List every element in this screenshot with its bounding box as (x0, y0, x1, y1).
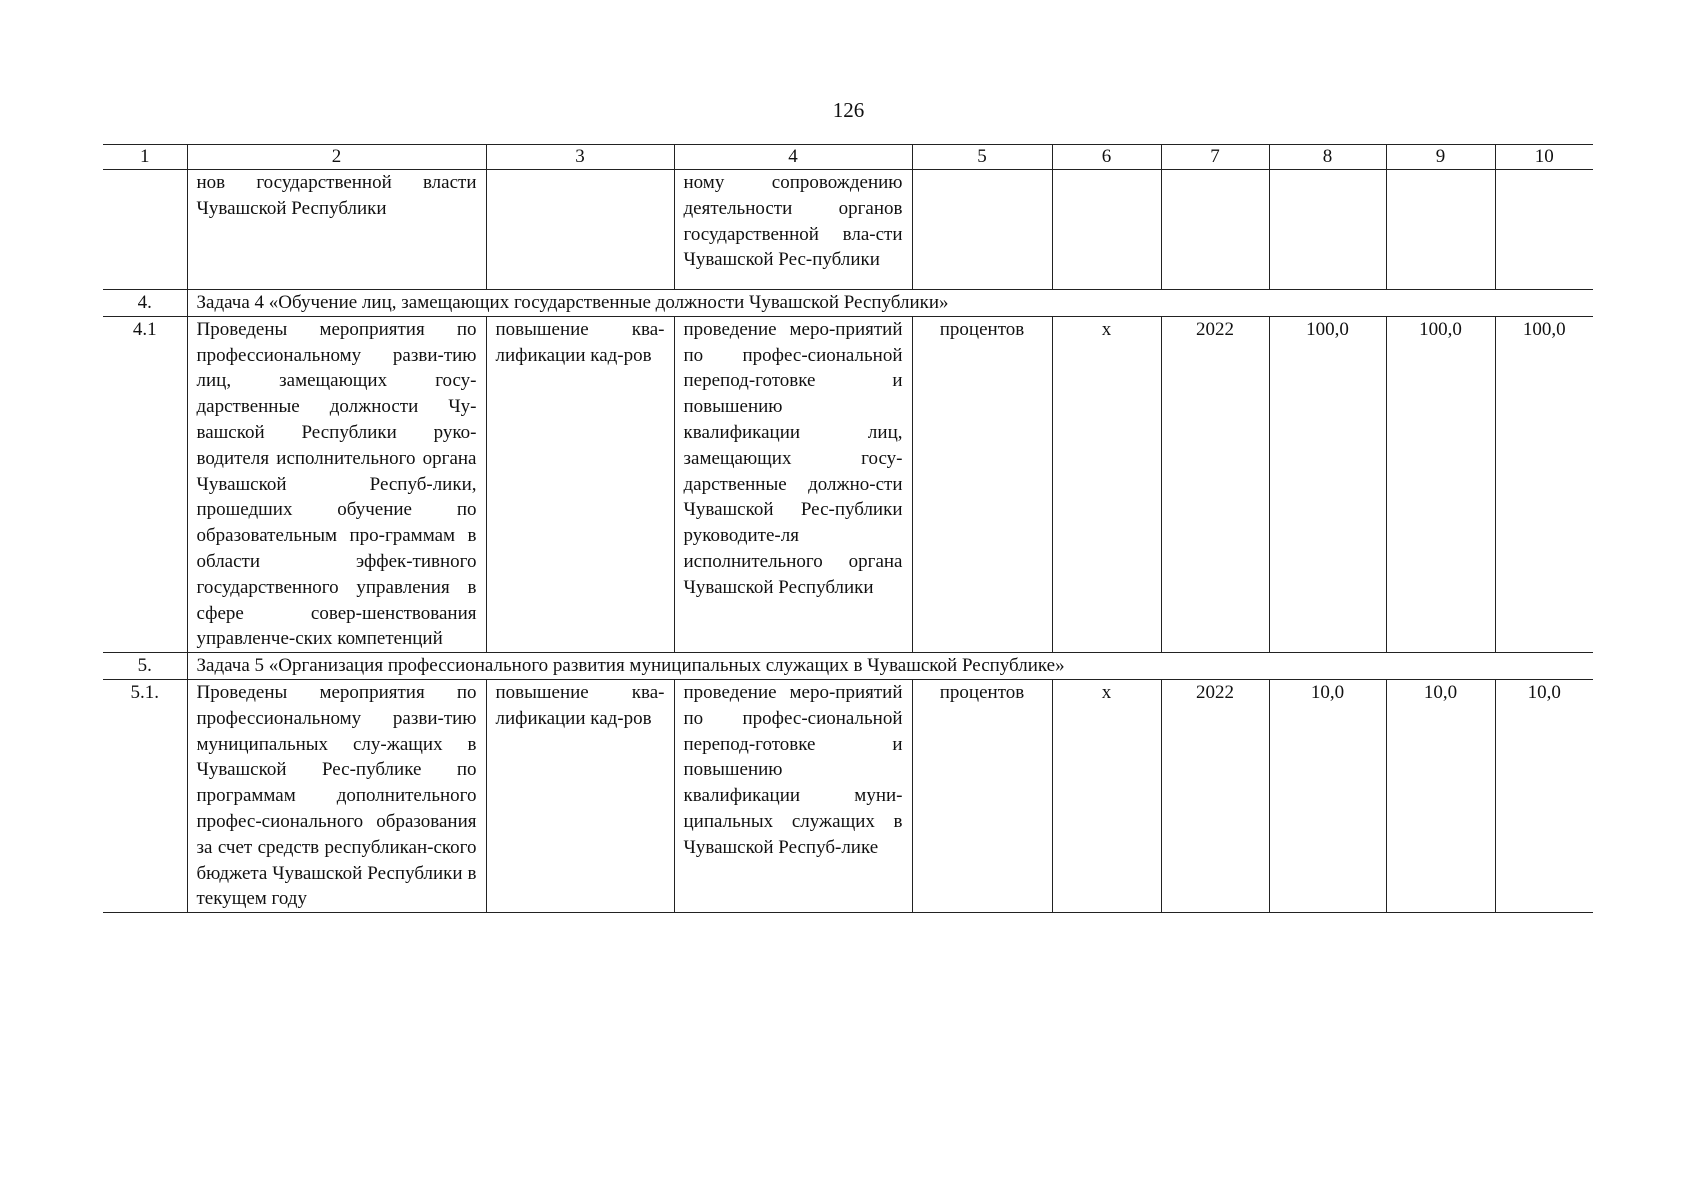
task-title: Задача 5 «Организация профессионального развития муниципальных служащих в Чувашской Республике» (187, 653, 1593, 680)
task-row (103, 653, 1593, 680)
unit-cell: процентов (912, 679, 1052, 912)
column-header: 5 (912, 145, 1052, 170)
table-cell (912, 170, 1052, 290)
table-header-row (103, 145, 1593, 170)
task-number: 5. (103, 653, 187, 680)
item-number: 4.1 (103, 316, 187, 652)
table-cell: нов государственной власти Чувашской Республики (187, 170, 486, 290)
column-header: 7 (1161, 145, 1269, 170)
table-cell (1495, 170, 1593, 290)
value-cell: 10,0 (1495, 679, 1593, 912)
value-cell: 10,0 (1269, 679, 1386, 912)
task-number: 4. (103, 290, 187, 317)
table-row (103, 679, 1593, 912)
table-cell: х (1052, 679, 1161, 912)
value-cell: 10,0 (1386, 679, 1495, 912)
indicator-cell: Проведены мероприятия по профессиональному разви-тию лиц, замещающих госу-дарственные должности Чу-вашской Республики руко-водителя исполнительного органа Чувашской Респуб-лики, прошедших обучение по образовательным про-граммам в области эффек-тивного государственного управления в сфере совер-шенствования управленче-ских компетенций (187, 316, 486, 652)
column-header: 10 (1495, 145, 1593, 170)
goal-cell: повышение ква-лификации кад-ров (486, 679, 674, 912)
table-cell: ному сопровождению деятельности органов государственной вла-сти Чувашской Рес-публики (674, 170, 912, 290)
table-cell (103, 170, 187, 290)
page-number: 126 (832, 98, 865, 122)
task-row (103, 290, 1593, 317)
table-cell (1161, 170, 1269, 290)
column-header: 6 (1052, 145, 1161, 170)
table-cell (1386, 170, 1495, 290)
table-row-continuation (103, 170, 1593, 290)
task-title: Задача 4 «Обучение лиц, замещающих государственные должности Чувашской Республики» (187, 290, 1593, 317)
column-header: 8 (1269, 145, 1386, 170)
table-cell: х (1052, 316, 1161, 652)
column-header: 1 (103, 145, 187, 170)
column-header: 9 (1386, 145, 1495, 170)
column-header: 3 (486, 145, 674, 170)
table-cell (486, 170, 674, 290)
table-cell (1052, 170, 1161, 290)
value-cell: 100,0 (1386, 316, 1495, 652)
year-cell: 2022 (1161, 679, 1269, 912)
year-cell: 2022 (1161, 316, 1269, 652)
indicators-table (103, 144, 1593, 913)
goal-cell: повышение ква-лификации кад-ров (486, 316, 674, 652)
column-header: 4 (674, 145, 912, 170)
column-header: 2 (187, 145, 486, 170)
table-cell (1269, 170, 1386, 290)
unit-cell: процентов (912, 316, 1052, 652)
table-row (103, 316, 1593, 652)
value-cell: 100,0 (1269, 316, 1386, 652)
item-number: 5.1. (103, 679, 187, 912)
indicator-cell: Проведены мероприятия по профессиональному разви-тию муниципальных слу-жащих в Чувашской Рес-публике по программам дополнительного профес-сионального образования за счет средств республикан-ского бюджета Чувашской Республики в текущем году (187, 679, 486, 912)
activity-cell: проведение меро-приятий по профес-сиональной перепод-готовке и повышению квалификации лиц, замещающих госу-дарственные должно-сти Чувашской Рес-публики руководите-ля исполнительного органа Чувашской Республики (674, 316, 912, 652)
activity-cell: проведение меро-приятий по профес-сиональной перепод-готовке и повышению квалификации муни-ципальных служащих в Чувашской Респуб-лике (674, 679, 912, 912)
value-cell: 100,0 (1495, 316, 1593, 652)
